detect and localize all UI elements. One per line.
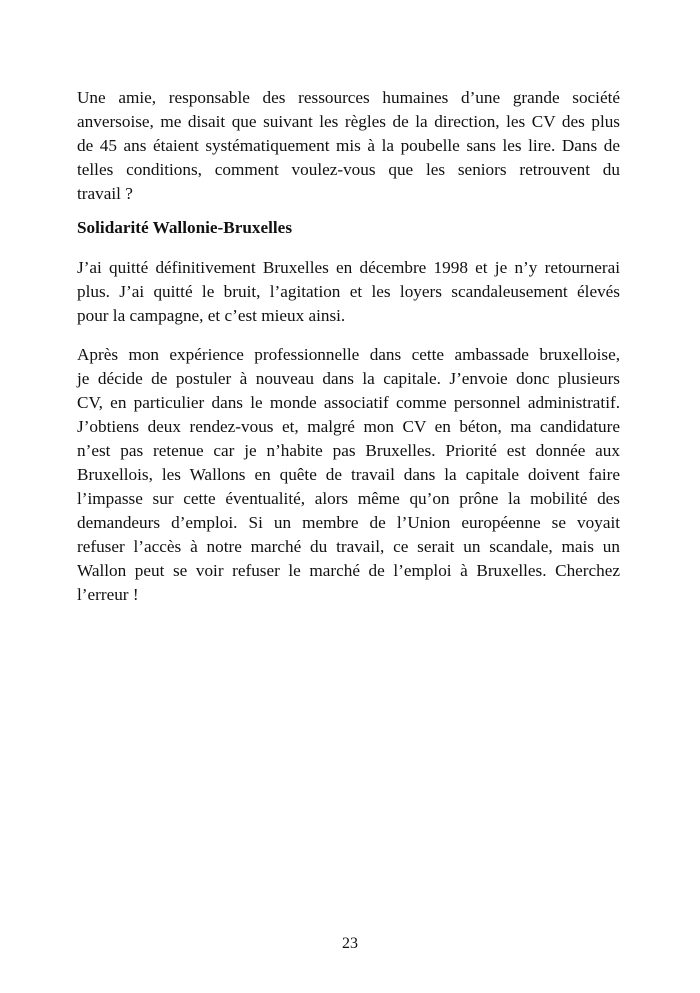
page-number: 23	[342, 935, 358, 952]
text-line: Bruxellois, les Wallons en quête de travail dans la capitale doivent faire	[77, 465, 620, 484]
text-line: de 45 ans étaient systématiquement mis à la poubelle sans les lire. Dans de	[77, 136, 620, 155]
text-line: Une amie, responsable des ressources humaines d’une grande société	[77, 88, 620, 107]
text-line: l’impasse sur cette éventualité, alors même qu’on prône la mobilité des	[77, 489, 620, 508]
text-line: Après mon expérience professionnelle dans cette ambassade bruxelloise,	[77, 345, 620, 364]
text-line: Wallon peut se voir refuser le marché de l’emploi à Bruxelles. Cherchez	[77, 561, 620, 580]
section-heading: Solidarité Wallonie-Bruxelles	[77, 218, 293, 237]
text-line: je décide de postuler à nouveau dans la capitale. J’envoie donc plusieurs	[77, 369, 620, 388]
text-line: travail ?	[77, 184, 133, 203]
text-line: refuser l’accès à notre marché du travail, ce serait un scandale, mais un	[77, 537, 620, 556]
text-line: l’erreur !	[77, 585, 139, 604]
text-line: anversoise, me disait que suivant les règles de la direction, les CV des plus	[77, 112, 620, 131]
text-line: plus. J’ai quitté le bruit, l’agitation et les loyers scandaleusement élevés	[77, 282, 620, 301]
text-line: J’ai quitté définitivement Bruxelles en décembre 1998 et je n’y retournerai	[77, 258, 620, 277]
paragraph-1	[77, 86, 620, 206]
text-line: J’obtiens deux rendez-vous et, malgré mon CV en béton, ma candidature	[77, 417, 620, 436]
paragraph-3	[77, 343, 620, 607]
text-line: demandeurs d’emploi. Si un membre de l’Union européenne se voyait	[77, 513, 620, 532]
text-line: CV, en particulier dans le monde associatif comme personnel administratif.	[77, 393, 620, 412]
text-line: n’est pas retenue car je n’habite pas Bruxelles. Priorité est donnée aux	[77, 441, 620, 460]
text-line: pour la campagne, et c’est mieux ainsi.	[77, 306, 346, 325]
paragraph-2	[77, 256, 620, 328]
text-line: telles conditions, comment voulez-vous que les seniors retrouvent du	[77, 160, 620, 179]
